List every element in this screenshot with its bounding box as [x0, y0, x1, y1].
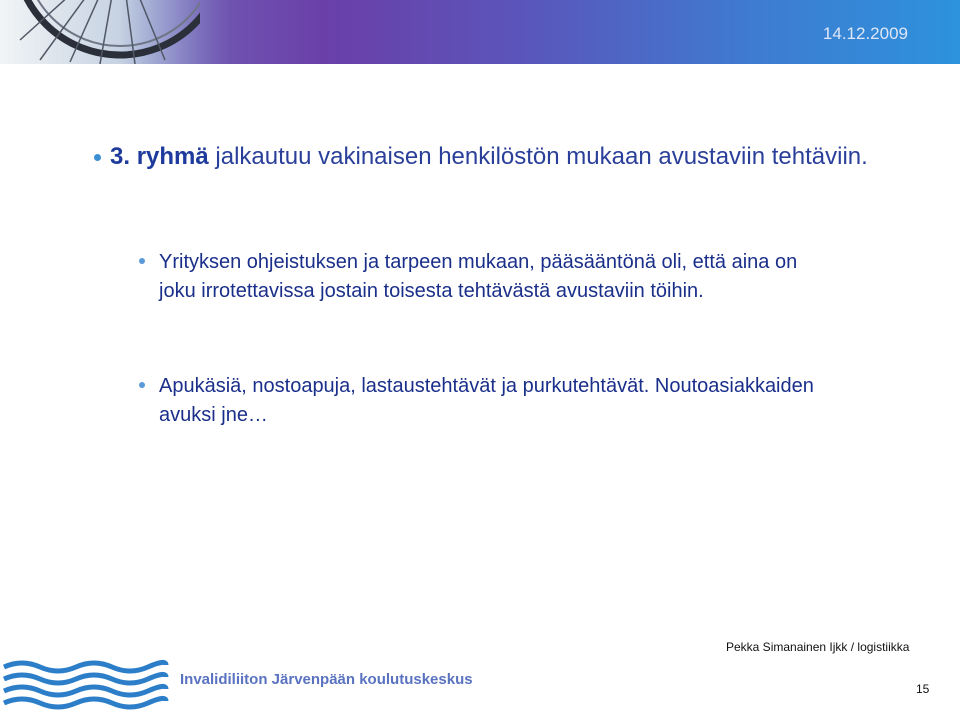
- bullet-dot-icon: [139, 258, 145, 264]
- main-bullet: [94, 143, 894, 171]
- sub-bullet-text: Apukäsiä, nostoapuja, lastaustehtävät ja purkutehtävät. Noutoasiakkaiden avuksi jne…: [159, 375, 814, 426]
- slide-date: 14.12.2009: [822, 24, 908, 43]
- bullet-dot-icon: [94, 154, 101, 161]
- sub-bullet-1: [139, 248, 839, 306]
- page-number: 15: [916, 682, 930, 696]
- wheelchair-wheel-photo: [0, 0, 200, 64]
- footer-author: Pekka Simanainen Ijkk / logistiikka: [726, 640, 910, 654]
- slide-title: [110, 143, 868, 171]
- wave-logo-icon: [0, 655, 170, 711]
- sub-bullet-2: [139, 372, 839, 430]
- bullet-dot-icon: [139, 382, 145, 388]
- footer-organization: Invalidiliiton Järvenpään koulutuskeskus: [180, 671, 473, 688]
- sub-bullet-text: Yrityksen ohjeistuksen ja tarpeen mukaan, pääsääntönä oli, että aina on joku irrotettavissa jostain toisesta tehtävästä avustaviin töihin.: [159, 251, 798, 302]
- title-rest: jalkautuu vakinaisen henkilöstön mukaan avustaviin tehtäviin.: [208, 143, 868, 170]
- header-banner: [0, 0, 960, 64]
- title-strong: ryhmä: [136, 143, 209, 170]
- title-number: 3.: [110, 143, 131, 170]
